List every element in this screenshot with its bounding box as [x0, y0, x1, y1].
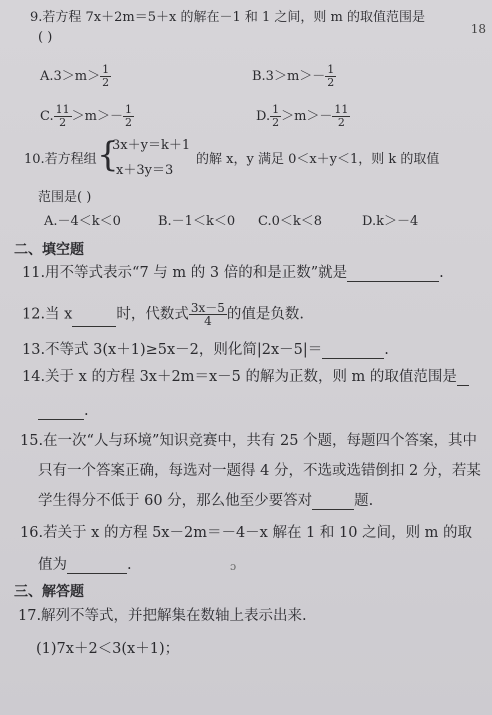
- q16-line-2: [38, 556, 132, 574]
- q13: [22, 341, 389, 359]
- fraction-numerator: 1: [124, 103, 132, 116]
- fraction-numerator: 1: [327, 63, 335, 76]
- q16-text: 值为: [38, 557, 67, 573]
- q12-text-c: 的值是负数.: [226, 306, 305, 323]
- q9-stem: 9.若方程 7x＋2m＝5＋x 的解在－1 和 1 之间，则 m 的取值范围是: [30, 10, 426, 25]
- q10-option-c: C.0＜k＜8: [258, 214, 323, 229]
- q9-option-a-label: A.3＞m＞: [40, 69, 101, 84]
- q12-text-b: 时，代数式: [116, 306, 189, 323]
- q10-equation-2: x＋3y＝3: [116, 163, 174, 178]
- q9-option-a-fraction: [100, 64, 111, 89]
- fraction-denominator: 4: [204, 314, 212, 328]
- q11-text: 11.用不等式表示“7 与 m 的 3 倍的和是正数”就是: [22, 265, 348, 281]
- q15-answer-blank[interactable]: [312, 495, 354, 510]
- q12: [22, 302, 304, 327]
- system-brace: {: [97, 135, 119, 175]
- q15-end: 题.: [354, 493, 374, 509]
- fraction-numerator: 3x－5: [190, 301, 225, 315]
- q13-answer-blank[interactable]: [322, 344, 384, 359]
- fraction-denominator: 2: [59, 116, 67, 129]
- page-number: 18: [470, 22, 486, 36]
- q10-prefix: 10.若方程组: [24, 152, 97, 167]
- q13-end: .: [384, 342, 389, 358]
- q15-line-3: [38, 492, 373, 510]
- q9-option-d-fraction-2: [332, 104, 350, 129]
- q11-end: .: [439, 265, 444, 281]
- q9-option-b: [252, 64, 336, 89]
- q12-fraction: [189, 302, 227, 327]
- section-fill-in-heading: 二、填空题: [14, 242, 84, 258]
- q14-answer-blank-start[interactable]: [457, 371, 469, 386]
- q14-line-2: [38, 402, 89, 420]
- q9-option-c-label: C.: [40, 109, 54, 124]
- q10-line-2: 范围是( ): [38, 190, 92, 205]
- q11: [22, 264, 444, 282]
- q9-option-d-label: D.: [256, 109, 271, 124]
- q10-option-b: B.－1＜k＜0: [158, 214, 236, 229]
- q13-text: 13.不等式 3(x＋1)≥5x－2，则化简|2x－5|＝: [22, 342, 323, 358]
- q14-text: 14.关于 x 的方程 3x＋2m＝x－5 的解为正数，则 m 的取值范围是: [22, 369, 457, 385]
- fraction-numerator: 1: [272, 103, 280, 116]
- q9-option-c-relation: ＞m＞－: [71, 109, 123, 124]
- q14-answer-blank-cont[interactable]: [38, 405, 84, 420]
- q17: 17.解列不等式，并把解集在数轴上表示出来.: [18, 608, 307, 624]
- q15-text: 学生得分不低于 60 分，那么他至少要答对: [38, 493, 313, 509]
- q14-end: .: [84, 403, 89, 419]
- fraction-numerator: 11: [55, 103, 70, 116]
- q10-suffix: 的解 x，y 满足 0＜x＋y＜1，则 k 的取值: [196, 152, 440, 167]
- q15-line-2: 只有一个答案正确，每选对一题得 4 分，不选或选错倒扣 2 分，若某: [38, 463, 481, 479]
- section-solve-heading: 三、解答题: [14, 584, 84, 600]
- q9-option-a: [40, 64, 111, 89]
- q9-option-c: [40, 104, 134, 129]
- q12-text-a: 12.当 x: [22, 306, 73, 323]
- q10-option-a: A.－4＜k＜0: [44, 214, 121, 229]
- q15-line-1: 15.在一次“人与环境”知识竞赛中，共有 25 个题，每题四个答案，其中: [20, 433, 478, 449]
- fraction-denominator: 2: [327, 76, 335, 89]
- q10-equation-1: 3x＋y＝k＋1: [112, 138, 191, 153]
- q9-option-d-fraction-1: [270, 104, 281, 129]
- q9-option-d-relation: ＞m＞－: [281, 109, 333, 124]
- q16-end: .: [127, 557, 132, 573]
- fraction-denominator: 2: [102, 76, 110, 89]
- q9-option-b-label: B.3＞m＞－: [252, 69, 326, 84]
- q9-answer-paren: ( ): [38, 30, 53, 45]
- q9-option-b-fraction: [325, 64, 336, 89]
- q11-answer-blank[interactable]: [347, 267, 439, 282]
- q9-option-d: [256, 104, 350, 129]
- q12-answer-blank[interactable]: [72, 312, 116, 327]
- pencil-mark: ɔ: [230, 560, 237, 573]
- q16-line-1: 16.若关于 x 的方程 5x－2m＝－4－x 解在 1 和 10 之间，则 m 的取: [20, 525, 473, 541]
- fraction-denominator: 2: [337, 116, 345, 129]
- fraction-numerator: 11: [334, 103, 349, 116]
- fraction-denominator: 2: [124, 116, 132, 129]
- q14-line-1: [22, 368, 469, 386]
- q17-part-1: (1)7x＋2＜3(x＋1)；: [36, 641, 180, 657]
- q9-option-c-fraction-1: [54, 104, 72, 129]
- fraction-numerator: 1: [102, 63, 110, 76]
- fraction-denominator: 2: [272, 116, 280, 129]
- q9-option-c-fraction-2: [123, 104, 134, 129]
- q10-option-d: D.k＞－4: [362, 214, 419, 229]
- q16-answer-blank[interactable]: [67, 559, 127, 574]
